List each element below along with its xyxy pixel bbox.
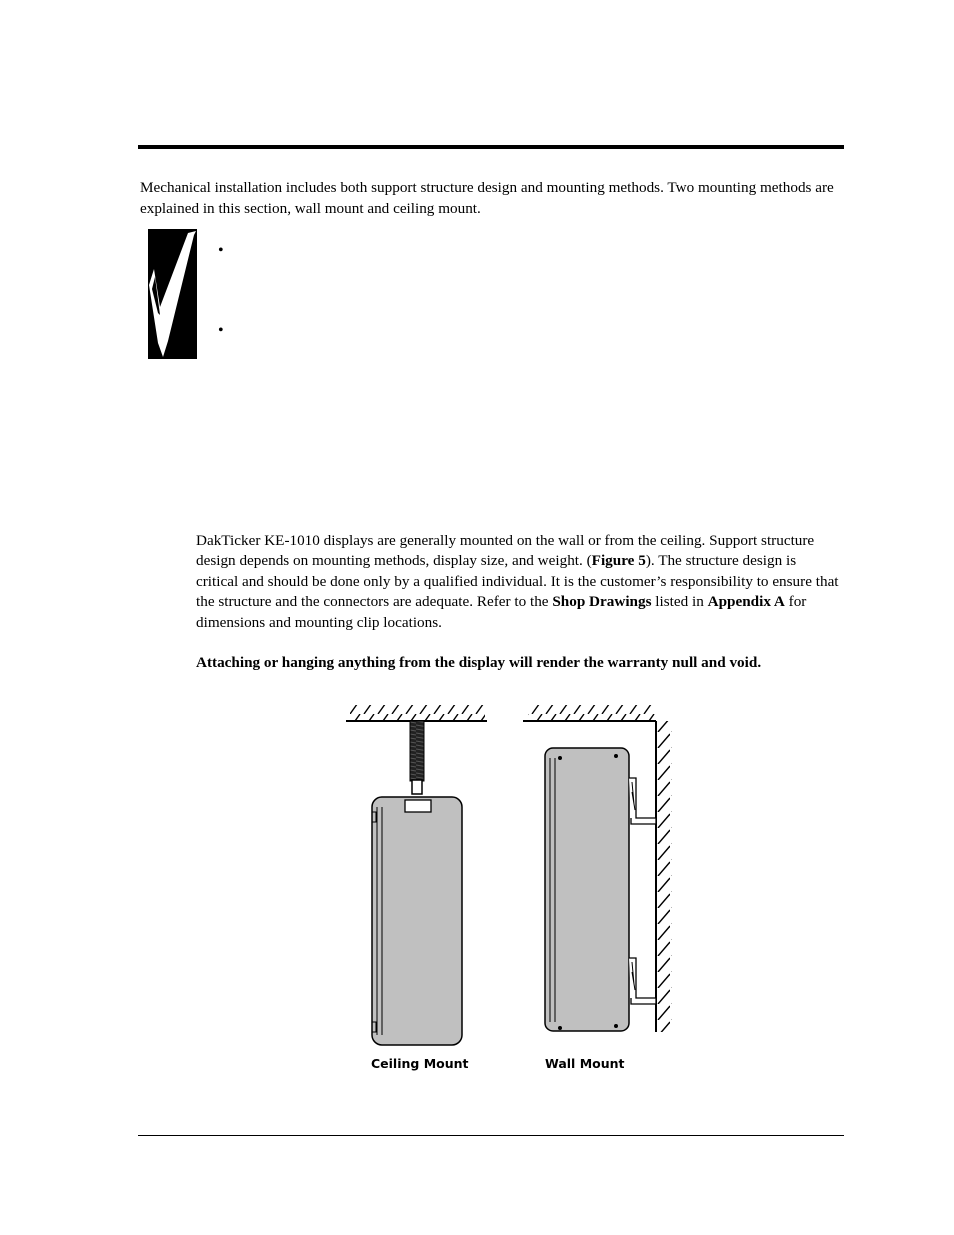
mounting-figure xyxy=(320,700,684,1080)
checkmark-icon xyxy=(148,229,197,359)
figure-reference: Figure 5 xyxy=(591,552,646,570)
ceiling-mount-label: Ceiling Mount xyxy=(371,1056,469,1071)
section-header-rule xyxy=(138,145,844,149)
intro-paragraph: Mechanical installation includes both support structure design and mounting methods. Two mounting methods are explained in this section, wall mount and ceiling mount. xyxy=(140,179,834,217)
warranty-warning: Attaching or hanging anything from the display will render the warranty null and void. xyxy=(196,654,762,671)
note-bullet-2: • xyxy=(218,322,224,339)
appendix-reference: Appendix A xyxy=(707,593,785,611)
wall-mount-drawing xyxy=(523,705,672,1032)
shop-drawings-reference: Shop Drawings xyxy=(552,593,652,611)
wall-mount-label: Wall Mount xyxy=(545,1056,625,1071)
ceiling-mount-drawing xyxy=(346,705,487,1045)
note-bullet-1: • xyxy=(218,242,224,259)
support-structure-paragraph: DakTicker KE-1010 displays are generally mounted on the wall or from the ceiling. Support structure design depends on mounting methods, display size, and weight. (Figure 5). The structure design is critical and should be done only by a qualified individual. It is the customer’s responsibility to ensure that the structure and the connectors are adequate. Refer to the Shop Drawings listed in Appendix A for dimensions and mounting clip locations. xyxy=(196,532,839,631)
mounting-diagram xyxy=(320,700,684,1080)
footer-rule xyxy=(138,1135,844,1136)
